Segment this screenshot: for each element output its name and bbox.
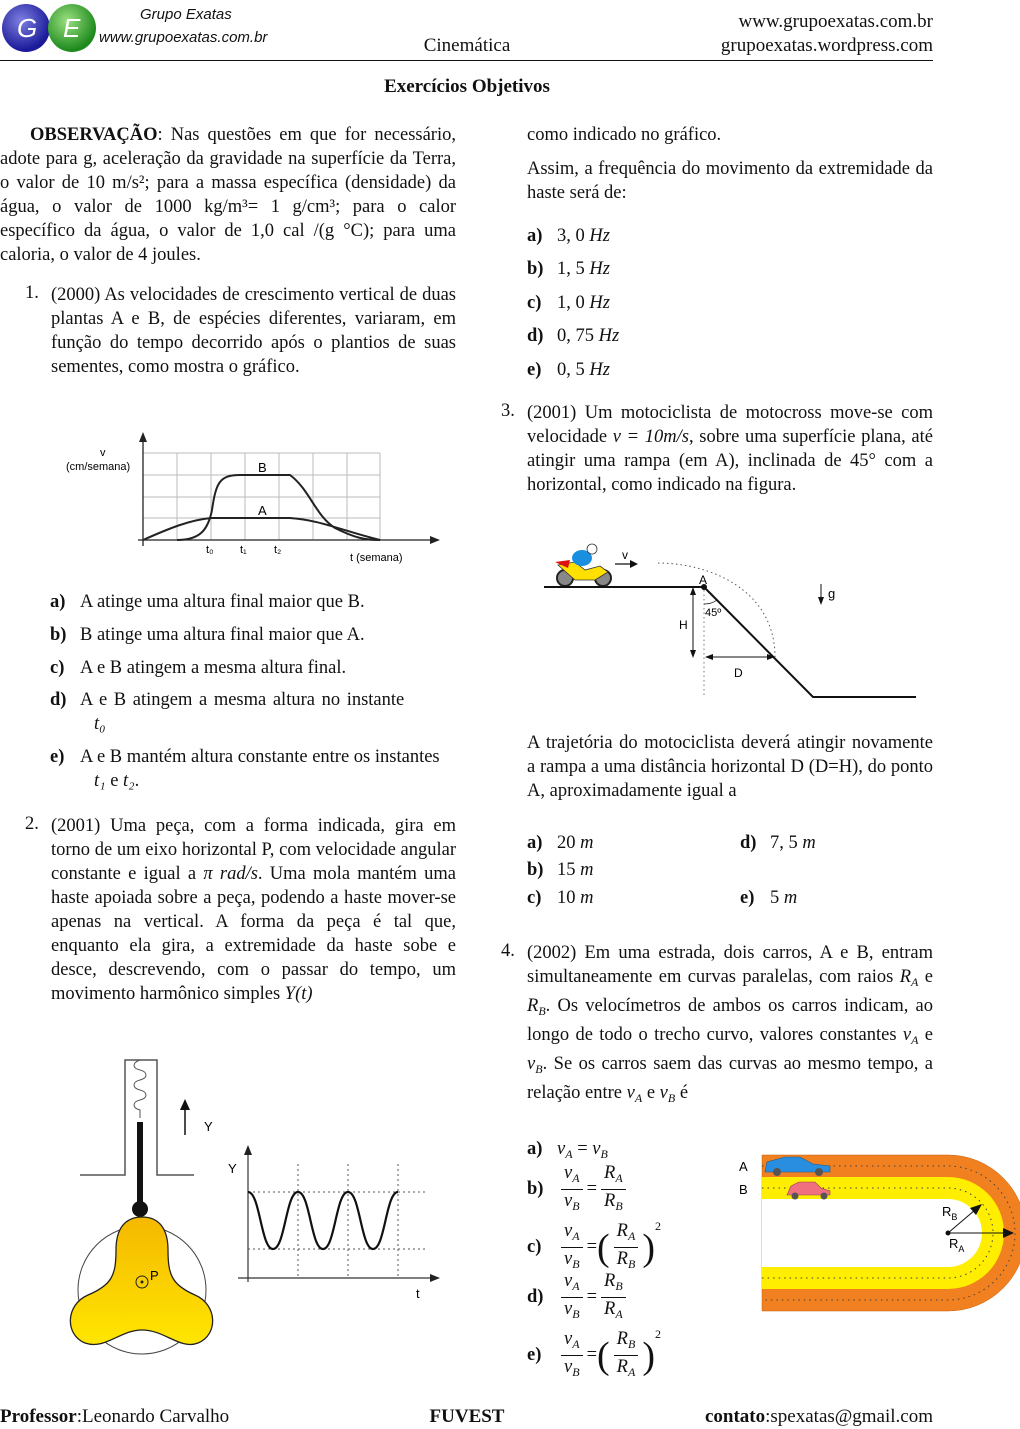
angle-label: 45º xyxy=(705,607,722,619)
q4-option-e[interactable]: e) $\frac{v_A}{v_B}$ =( $\frac{R_B}{R_A}$ )$^2$ xyxy=(527,1327,661,1380)
option-value: 1, 0 xyxy=(557,293,585,313)
text: . Uma mola mantém uma haste apoiada sobre a peça, podendo a haste mover-se apenas na vertical. A forma da peça é tal que, enquanto ela gira, a extremidade da haste sobe e desce, descrevendo, com o passar do tempo, um movimento harmônico simples xyxy=(51,864,456,1004)
site-link-2[interactable]: grupoexatas.wordpress.com xyxy=(720,35,933,56)
growth-chart xyxy=(60,420,460,570)
q3-option-b[interactable] xyxy=(527,858,594,882)
option-text: A e B atingem a mesma altura no instante xyxy=(80,690,405,710)
arrow-y-label: Y xyxy=(204,1119,213,1134)
q1-option-e[interactable] xyxy=(50,745,456,793)
option-text: . xyxy=(134,771,140,791)
option-text: A atinge uma altura final maior que B. xyxy=(80,592,365,612)
height-label: H xyxy=(679,618,688,632)
observation-paragraph xyxy=(0,123,456,267)
axis-y-label: Y xyxy=(228,1161,237,1176)
option-text: A e B mantém altura constante entre os instantes xyxy=(80,747,440,767)
option-unit: m xyxy=(783,888,798,908)
observation-text: : Nas questões em que for necessário, adote para g, aceleração da gravidade na superfície da Terra, o valor de 10 m/s²; para a massa específica (densidade) da água, o valor de 1000 kg/m³= 1 g/cm³; para o calor específico da água, o valor de 1,0 cal /(g °C); para uma caloria, o valor de 4 joules. xyxy=(0,125,456,265)
option-unit: m xyxy=(580,833,594,853)
question-number: 4. xyxy=(501,941,515,961)
option-value: 15 xyxy=(557,860,576,880)
question-number: 3. xyxy=(501,401,515,421)
tick-t1: t₁ xyxy=(240,544,247,556)
question-2-question: Assim, a frequência do movimento da extremidade da haste será de: xyxy=(527,159,933,203)
option-label: c) xyxy=(50,658,65,678)
cam-figure xyxy=(60,1050,460,1380)
option-label: d) xyxy=(50,690,67,710)
option-math: t₁ xyxy=(94,771,106,791)
q4-option-b[interactable]: b) $\frac{v_A}{v_B}$ = $\frac{R_A}{R_B}$ xyxy=(527,1162,630,1217)
curve-a xyxy=(143,518,380,540)
question-number: 2. xyxy=(25,814,39,834)
ramp xyxy=(704,587,916,697)
option-unit: m xyxy=(580,888,594,908)
q4-option-a[interactable]: a) $v_A = v_B$ xyxy=(527,1139,608,1161)
math: π rad/s xyxy=(203,864,258,884)
option-unit: m xyxy=(580,860,594,880)
section-title: Exercícios Objetivos xyxy=(384,76,550,97)
motorcycle-icon xyxy=(555,544,611,586)
ra-label: $R_A$ xyxy=(949,1236,965,1254)
gravity-label: g xyxy=(828,586,836,601)
q2-option-e[interactable] xyxy=(527,358,610,382)
logo-letter-g: G xyxy=(17,13,38,43)
option-value: 7, 5 xyxy=(770,833,798,853)
option-label: a) xyxy=(527,833,543,853)
ramp-figure xyxy=(540,540,940,710)
logo xyxy=(0,3,100,53)
q1-option-b[interactable] xyxy=(50,623,365,647)
rod-tip xyxy=(132,1201,148,1217)
option-value: 3, 0 xyxy=(557,226,585,246)
question-1-text: (2000) As velocidades de crescimento vertical de duas plantas A e B, de espécies diferentes, variaram, em função do tempo decorrido após o plantios de suas sementes, como mostra o gráfico. xyxy=(51,285,456,377)
option-label: a) xyxy=(527,226,543,246)
brand-url[interactable]: www.grupoexatas.com.br xyxy=(99,29,268,46)
point-a-label: A xyxy=(699,573,708,587)
footer-professor: Professor:Leonardo Carvalho xyxy=(0,1406,230,1427)
option-value: 1, 5 xyxy=(557,259,585,279)
site-link-1[interactable]: www.grupoexatas.com.br xyxy=(738,11,933,32)
text: (2001) Uma peça, com a forma indicada, gira em torno de um eixo horizontal P, com velocidade angular constante e igual a xyxy=(51,816,456,884)
option-label: d) xyxy=(740,833,757,853)
math: Y(t) xyxy=(284,984,313,1004)
q3-option-c[interactable] xyxy=(527,886,594,910)
y-label-v: v xyxy=(100,447,106,459)
q3-option-a[interactable] xyxy=(527,831,594,855)
tick-t2: t₂ xyxy=(274,544,282,556)
option-value: 20 xyxy=(557,833,576,853)
distance-label: D xyxy=(734,666,743,680)
brand-name: Grupo Exatas xyxy=(140,6,232,23)
lane-b-label: B xyxy=(739,1182,748,1197)
option-math: t₀ xyxy=(94,714,106,734)
question-3-text xyxy=(527,401,933,497)
spring xyxy=(134,1060,146,1118)
question-number: 1. xyxy=(25,283,39,303)
y-label-unit: (cm/semana) xyxy=(66,461,131,473)
q2-option-a[interactable] xyxy=(527,224,610,248)
option-label: c) xyxy=(527,888,542,908)
pivot-label: P xyxy=(150,1268,159,1283)
option-label: e) xyxy=(527,360,542,380)
option-unit: m xyxy=(802,833,816,853)
curves-figure xyxy=(735,1140,1020,1320)
option-text: B atinge uma altura final maior que A. xyxy=(80,625,365,645)
option-unit: Hz xyxy=(598,326,620,346)
option-label: b) xyxy=(50,625,67,645)
q3-option-d[interactable] xyxy=(740,831,816,855)
header-rule xyxy=(0,60,933,61)
option-unit: Hz xyxy=(589,293,610,313)
tick-t0: t₀ xyxy=(206,544,214,556)
option-label: b) xyxy=(527,860,544,880)
option-label: a) xyxy=(50,592,66,612)
option-value: 0, 75 xyxy=(557,326,594,346)
logo-letter-e: E xyxy=(63,13,81,43)
option-text: A e B atingem a mesma altura final. xyxy=(80,658,347,678)
option-value: 10 xyxy=(557,888,576,908)
subject-title: Cinemática xyxy=(423,35,511,56)
q2-option-c[interactable] xyxy=(527,291,610,315)
curve-b-label: B xyxy=(258,460,267,475)
footer-exam: FUVEST xyxy=(429,1406,505,1427)
q4-option-c[interactable]: c) $\frac{v_A}{v_B}$ =( $\frac{R_A}{R_B}$ )$^2$ xyxy=(527,1219,661,1272)
q2-option-b[interactable] xyxy=(527,257,610,281)
option-label: b) xyxy=(527,259,544,279)
q4-option-d[interactable]: d) $\frac{v_A}{v_B}$ = $\frac{R_B}{R_A}$ xyxy=(527,1270,630,1325)
option-unit: Hz xyxy=(589,226,610,246)
text: (2001) Um motociclista de motocross move-se com velocidade xyxy=(527,403,933,447)
footer-contact[interactable]: contato:spexatas@gmail.com xyxy=(704,1406,933,1427)
observation-label: OBSERVAÇÃO xyxy=(30,125,158,145)
question-3-question: A trajetória do motociclista deverá atingir novamente a rampa a uma distância horizontal D (D=H), do ponto A, aproximadamente igual a xyxy=(527,733,933,801)
option-label: e) xyxy=(740,888,755,908)
q2-option-d[interactable] xyxy=(527,324,619,348)
q1-option-d[interactable] xyxy=(50,688,456,736)
curve-a-label: A xyxy=(258,503,267,518)
option-label: c) xyxy=(527,293,542,313)
q1-option-c[interactable] xyxy=(50,656,346,680)
option-unit: Hz xyxy=(589,360,610,380)
q1-option-a[interactable] xyxy=(50,590,365,614)
option-value: 0, 5 xyxy=(557,360,585,380)
question-4-text: (2002) Em uma estrada, dois carros, A e B, entram simultaneamente em curvas paralelas, com raios $R_A$ e $R_B$. Os velocímetros de ambos os carros indicam, ao longo de todo o trecho curvo, valores constantes $v_A$ e $v_B$. Se os carros saem das curvas ao mesmo tempo, a relação entre $v_A$ e $v_B$ é xyxy=(527,943,933,1105)
option-value: 5 xyxy=(770,888,780,908)
x-label: t (semana) xyxy=(350,552,403,564)
math: v = 10m/s xyxy=(612,427,689,447)
option-label: d) xyxy=(527,326,544,346)
lane-a-label: A xyxy=(739,1159,748,1174)
text: , sobre uma superfície plana, até atingir uma rampa (em A), inclinada de 45° com a horizontal, como indicado na figura. xyxy=(527,427,933,495)
sine-wave xyxy=(248,1192,398,1249)
question-2-text xyxy=(51,814,456,1006)
velocity-label: v xyxy=(622,548,628,562)
option-math: t₂ xyxy=(123,771,135,791)
option-label: e) xyxy=(50,747,65,767)
q3-option-e[interactable] xyxy=(740,886,797,910)
axis-t-label: t xyxy=(416,1286,420,1301)
question-2-continuation: como indicado no gráfico. xyxy=(527,125,722,145)
option-text: e xyxy=(105,771,124,791)
rb-label: $R_B$ xyxy=(942,1204,958,1222)
option-unit: Hz xyxy=(589,259,610,279)
